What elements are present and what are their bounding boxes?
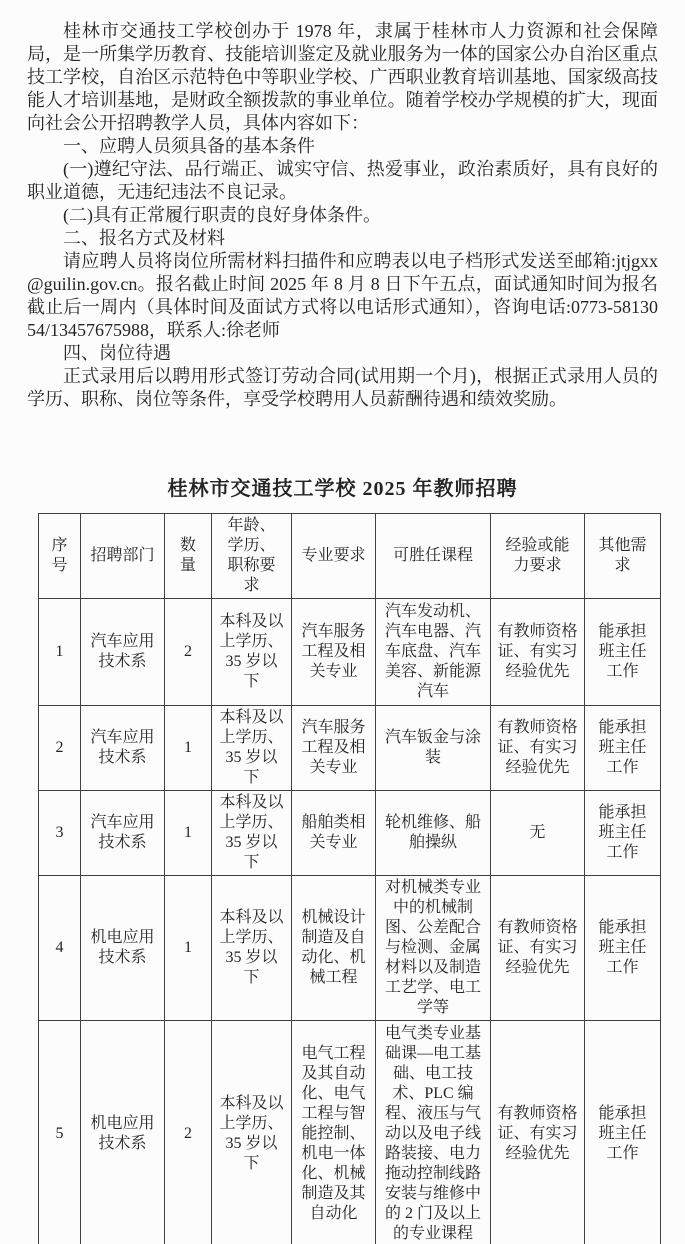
table-cell: 汽车应用技术系 xyxy=(81,791,165,876)
table-cell: 机电应用技术系 xyxy=(81,1021,165,1244)
table-cell: 有教师资格证、有实习经验优先 xyxy=(491,1021,585,1244)
table-cell: 汽车应用技术系 xyxy=(81,599,165,706)
table-header xyxy=(39,514,661,599)
table-cell: 汽车钣金与涂装 xyxy=(376,706,491,791)
table-row xyxy=(39,706,661,791)
table-cell: 机械设计制造及自动化、机械工程 xyxy=(292,876,376,1021)
table-title: 桂林市交通技工学校 2025 年教师招聘 xyxy=(167,478,518,500)
table-cell: 本科及以上学历、35 岁以下 xyxy=(212,599,292,706)
column-header: 序号 xyxy=(39,514,81,599)
column-header: 专业要求 xyxy=(292,514,376,599)
table-cell: 电气工程及其自动化、电气工程与智能控制、机电一体化、机械制造及其自动化 xyxy=(292,1021,376,1244)
table-cell: 能承担班主任工作 xyxy=(585,876,661,1021)
table-cell: 4 xyxy=(39,876,81,1021)
table-cell: 机电应用技术系 xyxy=(81,876,165,1021)
table-cell: 能承担班主任工作 xyxy=(585,599,661,706)
table-cell: 轮机维修、船舶操纵 xyxy=(376,791,491,876)
table-cell: 2 xyxy=(165,1021,212,1244)
intro-paragraph-condition-2: (二)具有正常履行职责的良好身体条件。 xyxy=(63,205,381,225)
table-cell: 1 xyxy=(165,876,212,1021)
column-header: 年龄、学历、职称要求 xyxy=(212,514,292,599)
intro-heading-application-method: 二、报名方式及材料 xyxy=(63,228,225,248)
intro-paragraph-benefits-details: 正式录用后以聘用形式签订劳动合同(试用期一个月)，根据正式录用人员的学历、职称、岗位等条件，享受学校聘用人员薪酬待遇和绩效奖励。 xyxy=(27,366,658,409)
table-row xyxy=(39,599,661,706)
table-cell: 2 xyxy=(39,706,81,791)
table-cell: 对机械类专业中的机械制图、公差配合与检测、金属材料以及制造工艺学、电工学等 xyxy=(376,876,491,1021)
table-cell: 有教师资格证、有实习经验优先 xyxy=(491,706,585,791)
intro-heading-basic-conditions: 一、应聘人员须具备的基本条件 xyxy=(63,136,315,156)
table-cell: 能承担班主任工作 xyxy=(585,706,661,791)
table-row xyxy=(39,876,661,1021)
table-cell: 2 xyxy=(165,599,212,706)
table-cell: 5 xyxy=(39,1021,81,1244)
table-body xyxy=(39,599,661,1244)
table-cell: 3 xyxy=(39,791,81,876)
table-cell: 汽车发动机、汽车电器、汽车底盘、汽车美容、新能源汽车 xyxy=(376,599,491,706)
recruitment-table xyxy=(38,513,661,1244)
table-cell: 1 xyxy=(165,791,212,876)
table-cell: 汽车应用技术系 xyxy=(81,706,165,791)
intro-section xyxy=(27,20,658,411)
table-header-row xyxy=(39,514,661,599)
table-cell: 本科及以上学历、35 岁以下 xyxy=(212,706,292,791)
intro-paragraph-application-details: 请应聘人员将岗位所需材料扫描件和应聘表以电子档形式发送至邮箱:jtjgxx@guilin.gov.cn。报名截止时间 2025 年 8 月 8 日下午五点，面试通知时间为报名截止后一周内（具体时间及面试方式将以电话形式通知），咨询电话:0773-5813054/13457675988，联系人:徐老师 xyxy=(27,251,658,340)
column-header: 可胜任课程 xyxy=(376,514,491,599)
table-cell: 能承担班主任工作 xyxy=(585,791,661,876)
column-header: 其他需求 xyxy=(585,514,661,599)
table-cell: 船舶类相关专业 xyxy=(292,791,376,876)
table-cell: 有教师资格证、有实习经验优先 xyxy=(491,876,585,1021)
table-row xyxy=(39,791,661,876)
intro-heading-position-benefits: 四、岗位待遇 xyxy=(63,343,171,363)
table-cell: 本科及以上学历、35 岁以下 xyxy=(212,1021,292,1244)
intro-paragraph-condition-1: (一)遵纪守法、品行端正、诚实守信、热爱事业，政治素质好，具有良好的职业道德，无违纪违法不良记录。 xyxy=(27,159,658,202)
table-cell: 电气类专业基础课—电工基础、电工技术、PLC 编程、液压与气动以及电子线路装接、电力拖动控制线路安装与维修中的 2 门及以上的专业课程 xyxy=(376,1021,491,1244)
table-cell: 能承担班主任工作 xyxy=(585,1021,661,1244)
table-cell: 汽车服务工程及相关专业 xyxy=(292,599,376,706)
table-cell: 1 xyxy=(165,706,212,791)
column-header: 招聘部门 xyxy=(81,514,165,599)
table-cell: 本科及以上学历、35 岁以下 xyxy=(212,876,292,1021)
table-cell: 1 xyxy=(39,599,81,706)
table-cell: 有教师资格证、有实习经验优先 xyxy=(491,599,585,706)
column-header: 数量 xyxy=(165,514,212,599)
table-cell: 无 xyxy=(491,791,585,876)
column-header: 经验或能力要求 xyxy=(491,514,585,599)
table-row xyxy=(39,1021,661,1244)
intro-paragraph-school-overview: 桂林市交通技工学校创办于 1978 年，隶属于桂林市人力资源和社会保障局，是一所集学历教育、技能培训鉴定及就业服务为一体的国家公办自治区重点技工学校，自治区示范特色中等职业学校、广西职业教育培训基地、国家级高技能人才培训基地，是财政全额拨款的事业单位。随着学校办学规模的扩大，现面向社会公开招聘教学人员，具体内容如下： xyxy=(27,21,658,133)
table-cell: 汽车服务工程及相关专业 xyxy=(292,706,376,791)
table-cell: 本科及以上学历、35 岁以下 xyxy=(212,791,292,876)
